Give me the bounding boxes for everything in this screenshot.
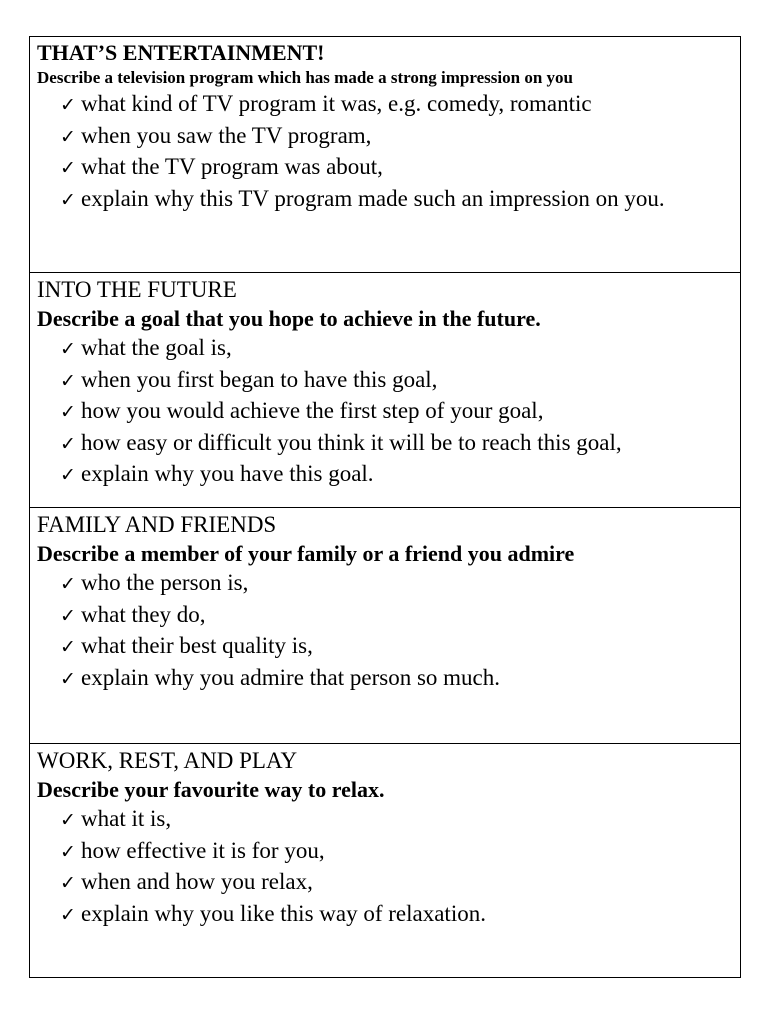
checklist-item bbox=[60, 428, 740, 460]
checkmark-icon: ✓ bbox=[60, 338, 76, 360]
checkmark-icon: ✓ bbox=[60, 872, 76, 894]
checklist-item-text: what they do, bbox=[81, 601, 206, 627]
checkmark-icon: ✓ bbox=[60, 604, 76, 627]
checklist-item bbox=[60, 631, 740, 663]
checkmark-icon: ✓ bbox=[60, 667, 76, 690]
card-prompt: Describe a goal that you hope to achieve in the future. bbox=[37, 306, 541, 331]
checklist bbox=[37, 804, 740, 930]
checkmark-icon: ✓ bbox=[60, 840, 76, 863]
checklist-item-text: explain why you admire that person so much. bbox=[81, 664, 501, 690]
checklist-item bbox=[60, 121, 740, 153]
checklist-item bbox=[60, 152, 740, 184]
checklist-item bbox=[60, 184, 740, 216]
checkmark-icon: ✓ bbox=[60, 125, 76, 148]
checklist-item bbox=[60, 804, 740, 836]
checklist-item-text: explain why you like this way of relaxation. bbox=[81, 900, 486, 926]
checklist-item-text: when you first began to have this goal, bbox=[81, 366, 438, 392]
checklist-item-text: what the TV program was about, bbox=[81, 154, 383, 179]
checkmark-icon: ✓ bbox=[60, 94, 76, 116]
checklist-item-text: how easy or difficult you think it will be to reach this goal, bbox=[81, 429, 622, 455]
checklist-item-text: what kind of TV program it was, e.g. comedy, romantic bbox=[81, 91, 592, 116]
checklist bbox=[37, 568, 740, 694]
cue-card-relax bbox=[30, 744, 740, 977]
checkmark-icon: ✓ bbox=[60, 573, 76, 595]
cue-card-future bbox=[30, 273, 740, 508]
checklist-item-text: how effective it is for you, bbox=[81, 837, 325, 863]
checklist-item bbox=[60, 663, 740, 695]
cue-card-table bbox=[29, 36, 741, 978]
checkmark-icon: ✓ bbox=[60, 432, 76, 455]
checkmark-icon: ✓ bbox=[60, 369, 76, 392]
checklist-item-text: how you would achieve the first step of your goal, bbox=[81, 398, 544, 423]
checklist-item-text: when you saw the TV program, bbox=[81, 122, 372, 148]
checklist-item-text: what it is, bbox=[81, 806, 172, 831]
checkmark-icon: ✓ bbox=[60, 464, 76, 486]
card-prompt: Describe your favourite way to relax. bbox=[37, 777, 385, 802]
cue-card-family bbox=[30, 508, 740, 744]
card-prompt: Describe a member of your family or a friend you admire bbox=[37, 541, 575, 566]
checkmark-icon: ✓ bbox=[60, 188, 76, 211]
checklist-item bbox=[60, 836, 740, 868]
card-title: THAT’S ENTERTAINMENT! bbox=[37, 40, 325, 65]
card-title: FAMILY AND FRIENDS bbox=[37, 512, 277, 537]
checklist-item-text: explain why you have this goal. bbox=[81, 461, 374, 486]
card-title: INTO THE FUTURE bbox=[37, 277, 237, 302]
checkmark-icon: ✓ bbox=[60, 903, 76, 926]
card-prompt: Describe a television program which has made a strong impression on you bbox=[37, 68, 573, 87]
checklist-item-text: explain why this TV program made such an impression on you. bbox=[81, 185, 665, 211]
checklist-item bbox=[60, 600, 740, 632]
checklist-item-text: what their best quality is, bbox=[81, 633, 313, 658]
checklist-item bbox=[60, 459, 740, 491]
card-title: WORK, REST, AND PLAY bbox=[37, 748, 298, 773]
checklist-item bbox=[60, 899, 740, 931]
checklist-item-text: when and how you relax, bbox=[81, 869, 313, 894]
checklist-item bbox=[60, 89, 740, 121]
checkmark-icon: ✓ bbox=[60, 157, 76, 179]
checklist-item bbox=[60, 396, 740, 428]
cue-card-entertainment bbox=[30, 37, 740, 273]
checklist-item bbox=[60, 867, 740, 899]
checklist-item-text: what the goal is, bbox=[81, 335, 232, 360]
checklist-item bbox=[60, 568, 740, 600]
checklist-item-text: who the person is, bbox=[81, 570, 249, 595]
checklist-item bbox=[60, 333, 740, 365]
checkmark-icon: ✓ bbox=[60, 809, 76, 831]
checklist-item bbox=[60, 365, 740, 397]
checkmark-icon: ✓ bbox=[60, 401, 76, 423]
checklist bbox=[37, 333, 740, 491]
checklist bbox=[37, 89, 740, 215]
checkmark-icon: ✓ bbox=[60, 636, 76, 658]
